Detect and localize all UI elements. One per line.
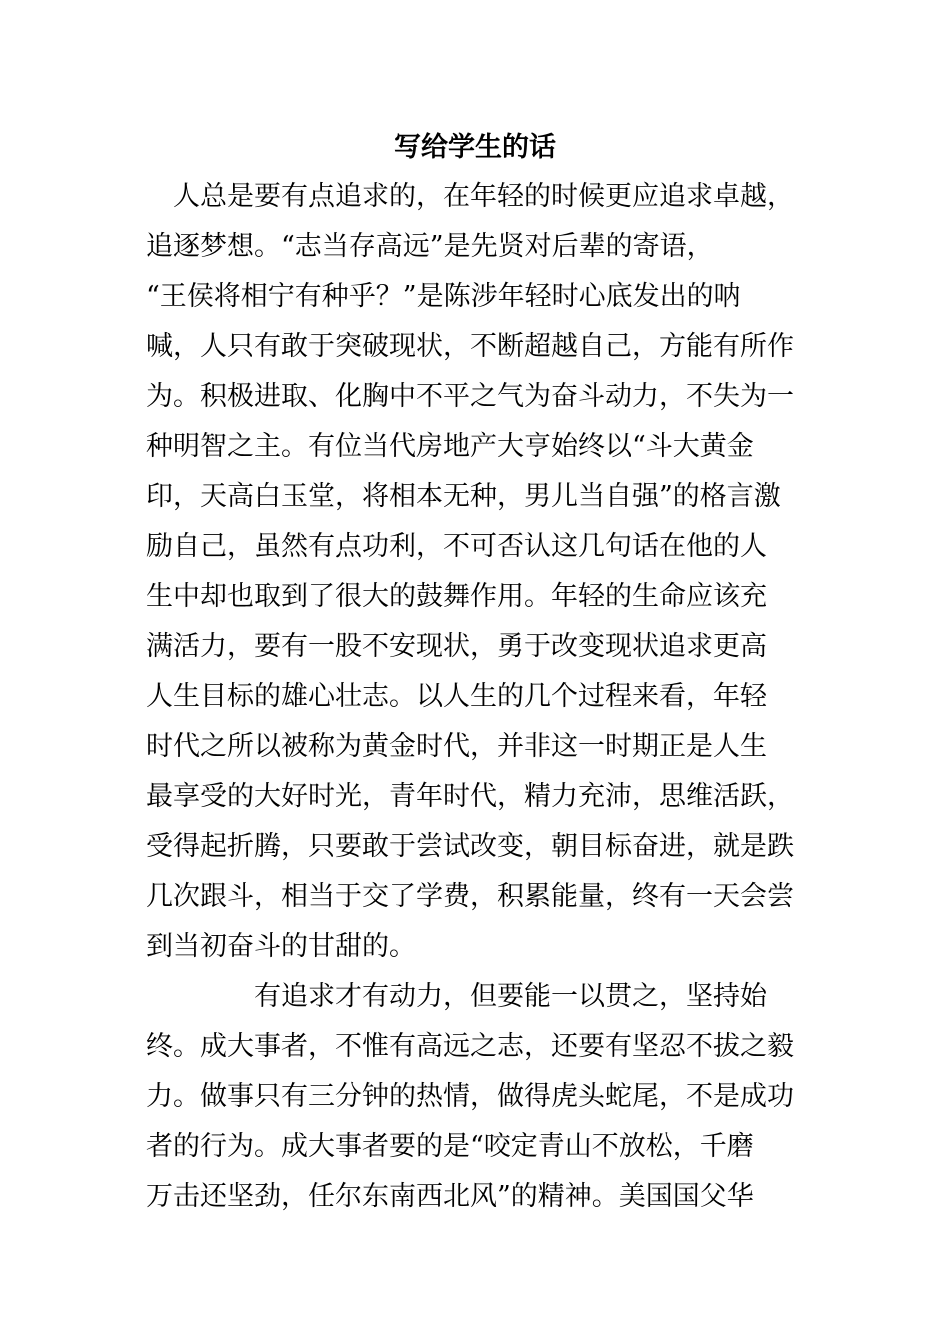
paragraph-line: 万击还坚劲，任尔东南西北风”的精神。美国国父华 xyxy=(146,1181,754,1212)
paragraph-line: 追逐梦想。“志当存高远”是先贤对后辈的寄语， xyxy=(146,231,714,262)
paragraph-line: 人总是要有点追求的，在年轻的时候更应追求卓越， xyxy=(146,181,794,212)
paragraph-line: 者的行为。成大事者要的是“咬定青山不放松，千磨 xyxy=(146,1131,754,1162)
paragraph-line: 人生目标的雄心壮志。以人生的几个过程来看，年轻 xyxy=(146,681,767,712)
paragraph-line: 有追求才有动力，但要能一以贯之，坚持始 xyxy=(146,981,767,1012)
paragraph-line: 印，天高白玉堂，将相本无种，男儿当自强”的格言激 xyxy=(146,481,781,512)
paragraph-line: 时代之所以被称为黄金时代，并非这一时期正是人生 xyxy=(146,731,767,762)
document-title: 写给学生的话 xyxy=(394,132,556,163)
paragraph-line: 励自己，虽然有点功利，不可否认这几句话在他的人 xyxy=(146,531,767,562)
paragraph-line: 满活力，要有一股不安现状，勇于改变现状追求更高 xyxy=(146,631,767,662)
paragraph-line: “王侯将相宁有种乎？”是陈涉年轻时心底发出的呐 xyxy=(146,281,741,312)
paragraph-line: 到当初奋斗的甘甜的。 xyxy=(146,931,416,962)
paragraph-line: 力。做事只有三分钟的热情，做得虎头蛇尾，不是成功 xyxy=(146,1081,794,1112)
paragraph-line: 喊，人只有敢于突破现状，不断超越自己，方能有所作 xyxy=(146,331,794,362)
paragraph-line: 几次跟斗，相当于交了学费，积累能量，终有一天会尝 xyxy=(146,881,794,912)
paragraph-line: 最享受的大好时光，青年时代，精力充沛，思维活跃， xyxy=(146,781,794,812)
paragraph-line: 种明智之主。有位当代房地产大亨始终以“斗大黄金 xyxy=(146,431,754,462)
paragraph-line: 受得起折腾，只要敢于尝试改变，朝目标奋进，就是跌 xyxy=(146,831,794,862)
paragraph-line: 生中却也取到了很大的鼓舞作用。年轻的生命应该充 xyxy=(146,581,767,612)
paragraph-line: 为。积极进取、化胸中不平之气为奋斗动力，不失为一 xyxy=(146,381,794,412)
paragraph-line: 终。成大事者，不惟有高远之志，还要有坚忍不拔之毅 xyxy=(146,1031,794,1062)
